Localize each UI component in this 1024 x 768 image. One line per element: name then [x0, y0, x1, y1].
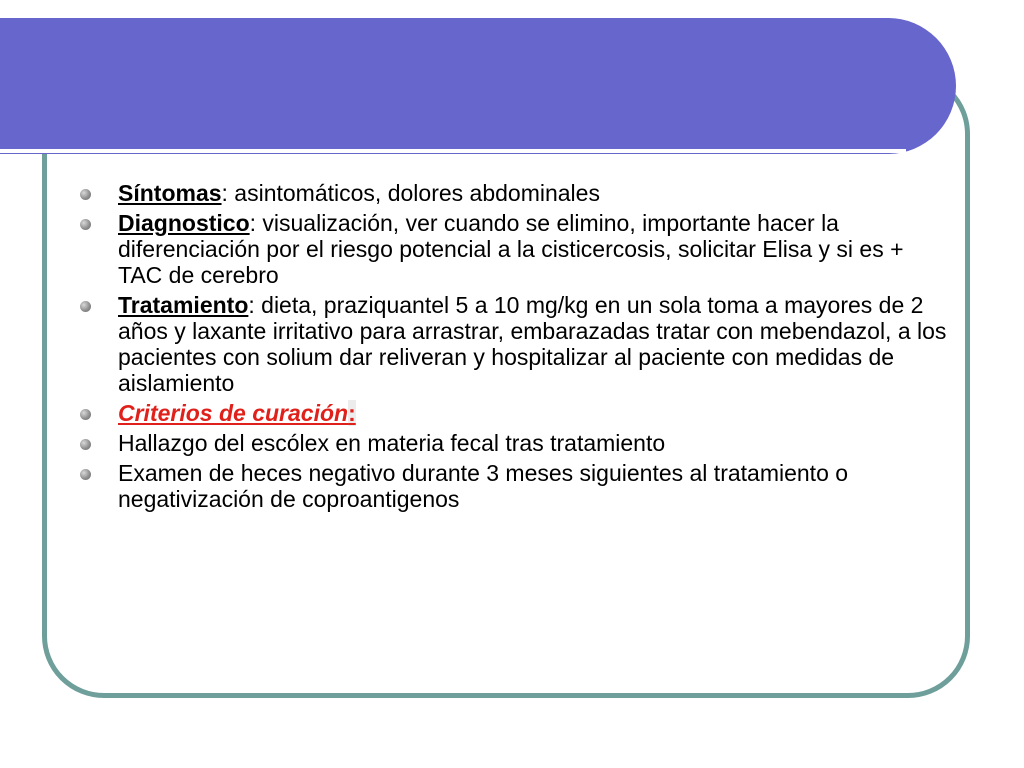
- bullet-text: : asintomáticos, dolores abdominales: [221, 180, 600, 206]
- bullet-text: Hallazgo del escólex en materia fecal tras tratamiento: [118, 430, 666, 456]
- bullet-term: Tratamiento: [118, 292, 249, 318]
- bullet-term: Criterios de curación: [118, 400, 349, 426]
- bullet-examen: [80, 460, 950, 512]
- bullet-dot-icon: [80, 219, 91, 230]
- bullet-dot-icon: [80, 301, 91, 312]
- bullet-dot-icon: [80, 469, 91, 480]
- slide-content: [80, 180, 950, 516]
- bullet-text: Examen de heces negativo durante 3 meses siguientes al tratamiento o negativización de coproantigenos: [118, 460, 849, 512]
- bullet-dot-icon: [80, 409, 91, 420]
- bullet-text: :: [348, 400, 356, 426]
- bullet-text: : visualización, ver cuando se elimino, importante hacer la diferenciación por el riesgo potencial a la cisticercosis, solicitar Elisa y si es + TAC de cerebro: [118, 210, 904, 288]
- bullet-text: : dieta, praziquantel 5 a 10 mg/kg en un sola toma a mayores de 2 años y laxante irritativo para arrastrar, embarazadas tratar con mebendazol, a los pacientes con solium dar reliveran y hospitalizar al paciente con medidas de aislamiento: [118, 292, 947, 396]
- bullet-diagnostico: [80, 210, 950, 288]
- title-banner: [0, 18, 956, 154]
- bullet-list: [80, 180, 950, 512]
- bullet-criterios: [80, 400, 950, 426]
- bullet-dot-icon: [80, 439, 91, 450]
- banner-divider-line: [0, 149, 906, 153]
- bullet-dot-icon: [80, 189, 91, 200]
- bullet-hallazgo: [80, 430, 950, 456]
- bullet-term: Síntomas: [118, 180, 222, 206]
- bullet-tratamiento: [80, 292, 950, 396]
- bullet-sintomas: [80, 180, 950, 206]
- bullet-term: Diagnostico: [118, 210, 250, 236]
